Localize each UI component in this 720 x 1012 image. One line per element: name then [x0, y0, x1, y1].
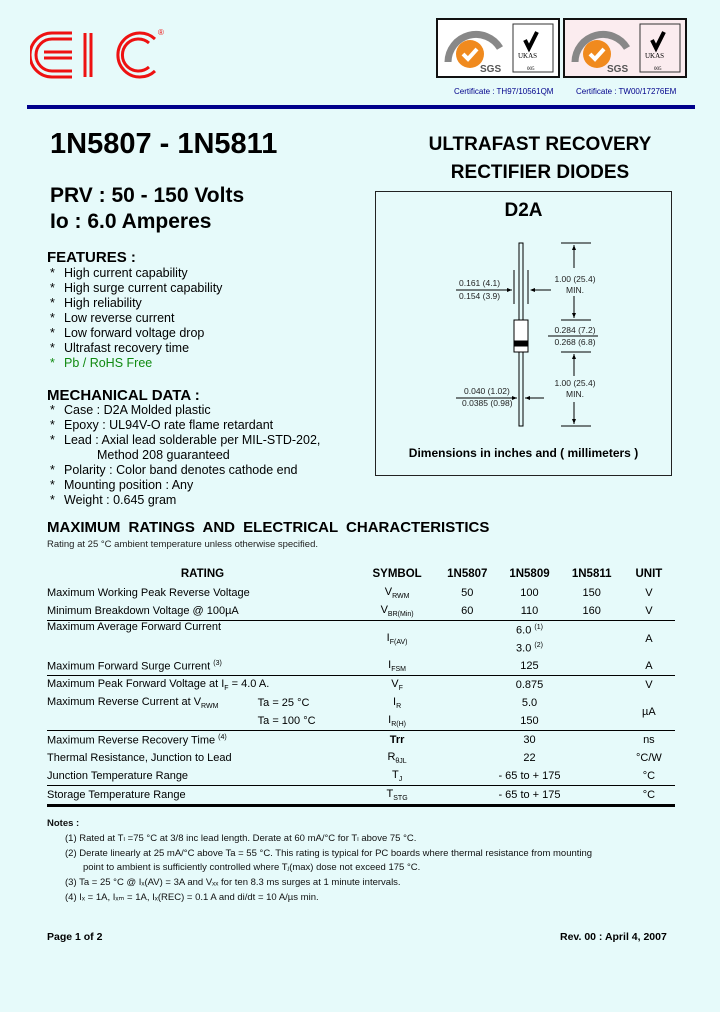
device-type-line2: RECTIFIER DIODES — [450, 162, 630, 183]
table-row: 3.0 $^{(2)}$ — [516, 641, 543, 655]
eic-logo — [30, 25, 170, 85]
svg-text:UKAS: UKAS — [645, 52, 665, 60]
svg-text:005: 005 — [527, 67, 535, 72]
table-row: Thermal Resistance, Junction to Lead $R_{\theta JL}$ 22 °C/W — [47, 750, 662, 766]
col-1n5807: 1N5807 — [447, 568, 488, 580]
dim-lead-length-bottom: 1.00 (25.4) — [554, 378, 596, 388]
notes-heading: Notes : — [47, 818, 80, 829]
table-row: Junction Temperature Range $T_J$ - 65 to + 175 °C — [47, 768, 656, 784]
table-row: Maximum Peak Forward Voltage at $I_F = 4.0$ A. $V_F$ 0.875 V — [47, 676, 675, 695]
mechanical-item-continuation: Method 208 guaranteed — [97, 448, 230, 462]
features-heading: FEATURES : — [47, 249, 136, 266]
mechanical-list — [50, 403, 320, 508]
iso14001-certificate-badge — [563, 18, 687, 78]
ratings-subtitle: Rating at 25 °C ambient temperature unless otherwise specified. — [47, 539, 318, 550]
table-row: Ta = 100 °C $I_{R(H)}$ 150 — [257, 713, 539, 729]
svg-text:®: ® — [158, 28, 164, 37]
dim-lead-length-top: 1.00 (25.4) — [554, 274, 596, 284]
d2a-dimension-drawing — [376, 192, 671, 475]
device-type-title — [380, 131, 700, 187]
features-list — [50, 266, 222, 371]
certificate-caption-qm: Certificate : TH97/10561QM — [454, 87, 554, 96]
mechanical-item: * Case : D2A Molded plastic — [50, 403, 211, 417]
table-row: Minimum Breakdown Voltage @ 100µA $V_{BR(Min)}$ 60 110 160 V — [47, 603, 653, 619]
notes-section — [47, 817, 592, 906]
col-1n5809: 1N5809 — [509, 568, 550, 580]
dim-lead-length-bottom-min: MIN. — [566, 389, 584, 399]
col-rating: RATING — [180, 568, 225, 580]
note-2: (2) Derate linearly at 25 mA/°C above Ta = 55 °C. This rating is typical for PC boards where thermal resistance from mounting — [65, 847, 593, 859]
dim-body-length-min: 0.268 (6.8) — [554, 337, 596, 347]
mechanical-item: * Lead : Axial lead solderable per MIL-STD-202, — [50, 433, 321, 447]
col-symbol: SYMBOL — [372, 568, 422, 580]
table-row: Maximum Reverse Recovery Time $^{(4)}$ Trr 30 ns — [47, 731, 675, 750]
feature-item: * High current capability — [50, 266, 188, 280]
table-header-row — [47, 564, 675, 584]
dim-lead-diameter-min: 0.0385 (0.98) — [462, 398, 513, 408]
io-spec: Io : 6.0 Amperes — [50, 210, 212, 233]
feature-item: * Low reverse current — [50, 311, 175, 325]
note-4: (4) Iₓ = 1A, Iₓₘ = 1A, Iₓ(REC) = 0.1 A and di/dt = 10 A/µs min. — [65, 891, 319, 903]
revision-date: Rev. 00 : April 4, 2007 — [560, 931, 667, 943]
ratings-title: MAXIMUM RATINGS AND ELECTRICAL CHARACTERISTICS — [47, 519, 490, 536]
page-number: Page 1 of 2 — [47, 931, 103, 943]
mechanical-item: * Polarity : Color band denotes cathode end — [50, 463, 298, 477]
col-1n5811: 1N5811 — [571, 568, 612, 580]
table-row: Maximum Average Forward Current $I_{F(AV)}$ 6.0 $^{(1)}$ A — [47, 621, 675, 640]
col-unit: UNIT — [635, 568, 663, 580]
package-outline-box — [375, 191, 672, 476]
feature-item: * Low forward voltage drop — [50, 326, 205, 340]
mechanical-item: * Mounting position : Any — [50, 478, 194, 492]
certificate-caption-em: Certificate : TW00/17276EM — [576, 87, 677, 96]
dim-body-diameter-min: 0.154 (3.9) — [459, 291, 501, 301]
iso9001-certificate-badge — [436, 18, 560, 78]
mechanical-item: * Weight : 0.645 gram — [50, 493, 177, 507]
dim-body-length-max: 0.284 (7.2) — [554, 325, 596, 335]
device-type-line1: ULTRAFAST RECOVERY — [428, 134, 652, 155]
note-3: (3) Ta = 25 °C @ Iₓ(AV) = 3A and Vₓₓ for ten 8.3 ms surges at 1 minute intervals. — [65, 877, 401, 889]
ratings-table — [47, 564, 675, 807]
mechanical-item: * Epoxy : UL94V-O rate flame retardant — [50, 418, 274, 432]
dim-lead-diameter-max: 0.040 (1.02) — [464, 386, 510, 396]
dimensions-caption: Dimensions in inches and ( millimeters ) — [408, 446, 639, 460]
feature-item-rohs: * Pb / RoHS Free — [50, 356, 153, 370]
feature-item: * High surge current capability — [50, 281, 223, 295]
table-row: Maximum Working Peak Reverse Voltage $V_{RWM}$ 50 100 150 V — [47, 585, 653, 601]
dim-body-diameter-max: 0.161 (4.1) — [459, 278, 501, 288]
feature-item: * High reliability — [50, 296, 142, 310]
note-1: (1) Rated at Tₗ =75 °C at 3/8 inc lead length. Derate at 60 mA/°C for Tₗ above 75 °C. — [65, 832, 417, 844]
svg-text:SGS: SGS — [607, 64, 629, 75]
table-row: Maximum Forward Surge Current $^{(3)}$ $I_{FSM}$ 125 A — [47, 658, 653, 674]
note-2-continuation: point to ambient is sufficiently controlled where Tⱼ(max) dose not exceed 175 °C. — [83, 862, 421, 874]
header-divider — [27, 105, 695, 109]
table-row: Storage Temperature Range $T_{STG}$ - 65 to + 175 °C — [47, 786, 675, 806]
mechanical-heading: MECHANICAL DATA : — [47, 387, 200, 404]
key-specs — [50, 183, 244, 235]
part-number-title: 1N5807 - 1N5811 — [50, 128, 278, 160]
package-name: D2A — [504, 200, 543, 221]
svg-text:UKAS: UKAS — [518, 52, 538, 60]
svg-text:005: 005 — [654, 67, 662, 72]
table-row: Maximum Reverse Current at $V_{RWM}$ Ta = 25 °C $I_R$ 5.0 µA — [47, 695, 656, 718]
dim-lead-length-top-min: MIN. — [566, 285, 584, 295]
feature-item: * Ultrafast recovery time — [50, 341, 190, 355]
svg-text:SGS: SGS — [480, 64, 502, 75]
prv-spec: PRV : 50 - 150 Volts — [50, 184, 245, 207]
